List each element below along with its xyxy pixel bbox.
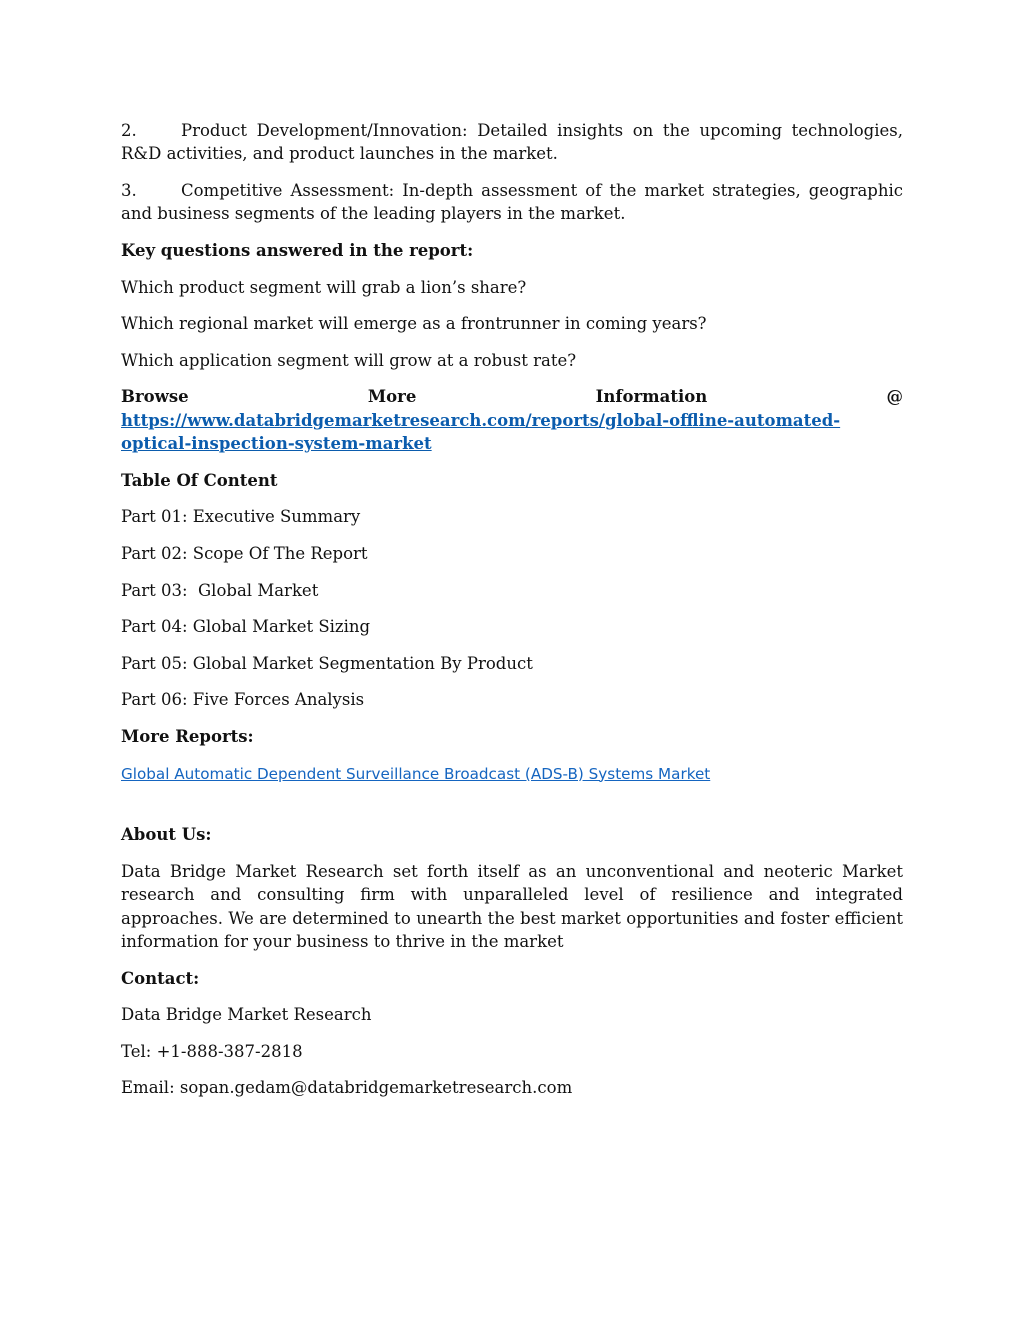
contact-tel: Tel: +1-888-387-2818 [121, 1041, 303, 1061]
contact-company: Data Bridge Market Research [121, 1005, 372, 1025]
toc-item: Part 02: Scope Of The Report [121, 543, 368, 563]
spacer [121, 799, 903, 823]
more-reports-link[interactable]: Global Automatic Dependent Surveillance Broadcast (ADS-B) Systems Market [121, 764, 711, 783]
contact-email: Email: sopan.gedam@databridgemarketresearch.com [121, 1078, 573, 1098]
more-reports-line [121, 762, 903, 786]
question-item: Which product segment will grab a lion’s share? [121, 277, 527, 297]
toc-item: Part 04: Global Market Sizing [121, 617, 371, 637]
about-heading: About Us: [121, 825, 212, 845]
toc-item: Part 06: Five Forces Analysis [121, 690, 365, 710]
toc-item: Part 05: Global Market Segmentation By Product [121, 653, 533, 673]
key-questions-heading: Key questions answered in the report: [121, 241, 474, 260]
browse-label: Browse More Information @ [121, 387, 903, 407]
toc-heading: Table Of Content [121, 470, 278, 490]
more-reports-heading: More Reports: [121, 726, 254, 746]
document-page [121, 119, 903, 1113]
question-item: Which application segment will grow at a robust rate? [121, 350, 577, 370]
item-text: Product Development/Innovation: Detailed insights on the upcoming technologies, R&D activities, and product launches in the market. [121, 121, 903, 164]
numbered-item [121, 119, 903, 166]
toc-item: Part 01: Executive Summary [121, 507, 361, 527]
question-item: Which regional market will emerge as a frontrunner in coming years? [121, 314, 707, 334]
item-number: 2. [121, 121, 137, 140]
item-text: Competitive Assessment: In-depth assessment of the market strategies, geographic and business segments of the leading players in the market. [121, 181, 903, 224]
toc-item: Part 03: Global Market [121, 580, 319, 600]
about-text: Data Bridge Market Research set forth itself as an unconventional and neoteric Market research and consulting firm with unparalleled level of resilience and integrated approaches. We are determined to unearth the best market opportunities and foster efficient information for your business to thrive in the market [121, 861, 903, 951]
contact-heading: Contact: [121, 968, 200, 988]
browse-more-line [121, 385, 903, 455]
item-number: 3. [121, 181, 137, 200]
report-link[interactable]: https://www.databridgemarketresearch.com/reports/global-offline-automated-optical-inspection-system-market [121, 410, 841, 454]
numbered-item [121, 179, 903, 226]
